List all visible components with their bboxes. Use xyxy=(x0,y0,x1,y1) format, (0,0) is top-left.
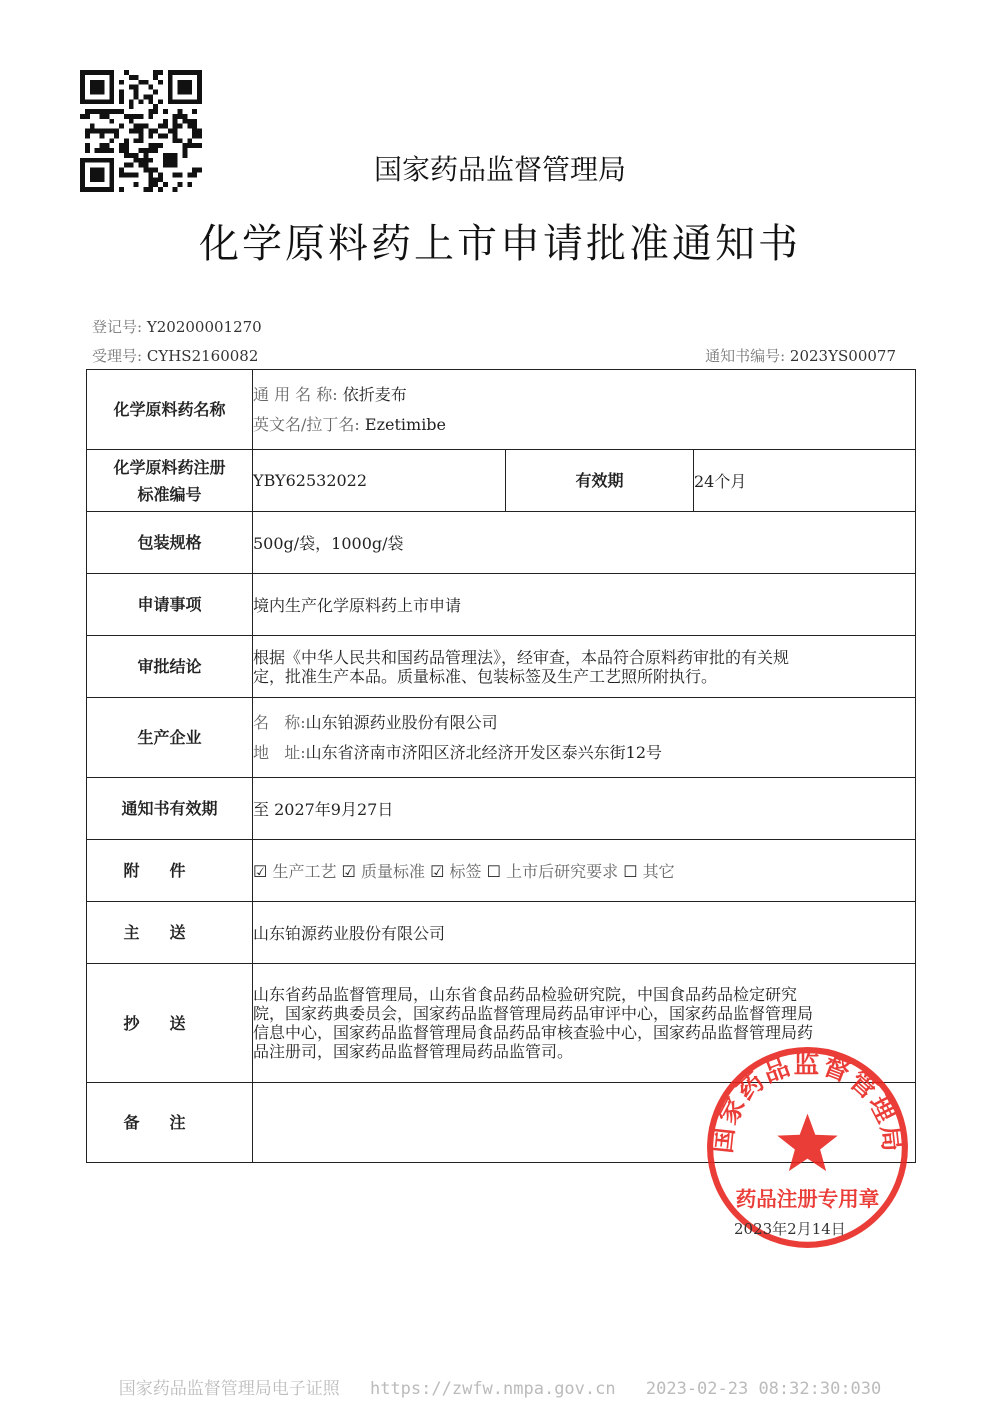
conclusion-cell xyxy=(253,636,916,698)
table-row-notice-validity xyxy=(87,778,916,840)
notice-validity-value: 至 2027年9月27日 xyxy=(253,778,916,840)
manufacturer-cell xyxy=(253,698,916,778)
registration-label: 登记号: xyxy=(92,318,143,336)
english-name-value: Ezetimibe xyxy=(364,414,447,434)
cc-line-1: 山东省药品监督管理局，山东省食品药品检验研究院，中国食品药品检定研究 xyxy=(253,985,798,1004)
attachment-item: ☑ 生产工艺 xyxy=(253,862,337,881)
notice-number-label: 通知书编号: xyxy=(705,347,786,365)
registration-value: Y20200001270 xyxy=(146,318,262,336)
checkbox-checked-icon: ☑ xyxy=(430,862,445,881)
attachments-cell xyxy=(253,840,916,902)
standard-label-line1: 化学原料药注册 xyxy=(113,457,226,477)
application-value: 境内生产化学原料药上市申请 xyxy=(253,574,916,636)
remarks-label: 备注 xyxy=(87,1083,253,1163)
common-name-label: 通 用 名 称: xyxy=(253,384,338,404)
table-row-attachments xyxy=(87,840,916,902)
english-name-label: 英文名/拉丁名: xyxy=(253,414,360,434)
validity-label: 有效期 xyxy=(506,450,694,512)
svg-text:国家药品监督管理局: 国家药品监督管理局 xyxy=(707,1049,908,1155)
attachment-item: ☐ 上市后研究要求 xyxy=(486,862,619,881)
attachment-item: ☑ 质量标准 xyxy=(341,862,425,881)
footer-issuer: 国家药品监督管理局电子证照 xyxy=(118,1379,340,1399)
table-row-manufacturer xyxy=(87,698,916,778)
packaging-value: 500g/袋，1000g/袋 xyxy=(253,512,916,574)
checkbox-checked-icon: ☑ xyxy=(341,862,356,881)
approval-table xyxy=(86,369,916,1163)
footer-url[interactable]: https://zwfw.nmpa.gov.cn xyxy=(369,1379,616,1399)
table-row-drug-name xyxy=(87,370,916,450)
application-label: 申请事项 xyxy=(87,574,253,636)
svg-text:药品注册专用章: 药品注册专用章 xyxy=(735,1186,880,1211)
main-recipient-label: 主送 xyxy=(87,902,253,964)
table-row-standard xyxy=(87,450,916,512)
acceptance-value: CYHS2160082 xyxy=(146,347,259,365)
packaging-label: 包装规格 xyxy=(87,512,253,574)
conclusion-line-2: 定，批准生产本品。质量标准、包装标签及生产工艺照所附执行。 xyxy=(253,666,718,686)
cc-line-3: 信息中心，国家药品监督管理局食品药品审核查验中心，国家药品监督管理局药 xyxy=(253,1023,814,1042)
main-recipient-value: 山东铂源药业股份有限公司 xyxy=(253,902,916,964)
common-name-value: 依折麦布 xyxy=(342,384,407,404)
notice-validity-label: 通知书有效期 xyxy=(87,778,253,840)
drug-name-cell xyxy=(253,370,916,450)
manufacturer-address-value: 山东省济南市济阳区济北经济开发区泰兴东街12号 xyxy=(305,742,663,762)
manufacturer-label: 生产企业 xyxy=(87,698,253,778)
table-row-application xyxy=(87,574,916,636)
checkbox-unchecked-icon: ☐ xyxy=(486,862,501,881)
footer-timestamp: 2023-02-23 08:32:30:030 xyxy=(645,1379,882,1399)
standard-label xyxy=(87,450,253,512)
cc-label: 抄送 xyxy=(87,964,253,1083)
cc-line-2: 院，国家药典委员会，国家药品监督管理局药品审评中心，国家药品监督管理局 xyxy=(253,1004,814,1023)
acceptance-label: 受理号: xyxy=(92,347,143,365)
seal-date: 2023年2月14日 xyxy=(734,1220,846,1238)
conclusion-label: 审批结论 xyxy=(87,636,253,698)
attachment-item: ☑ 标签 xyxy=(430,862,482,881)
registration-number xyxy=(92,316,262,337)
checkbox-checked-icon: ☑ xyxy=(253,862,268,881)
manufacturer-address-label: 地 址: xyxy=(253,742,306,762)
attachments-label: 附件 xyxy=(87,840,253,902)
document-title: 化学原料药上市申请批准通知书 xyxy=(199,221,801,267)
standard-label-line2: 标准编号 xyxy=(137,484,202,504)
acceptance-number xyxy=(92,345,258,366)
agency-name: 国家药品监督管理局 xyxy=(373,153,626,186)
table-row-packaging xyxy=(87,512,916,574)
attachment-item: ☐ 其它 xyxy=(623,862,675,881)
standard-value: YBY62532022 xyxy=(253,450,506,512)
footer xyxy=(0,1374,1000,1399)
checkbox-unchecked-icon: ☐ xyxy=(623,862,638,881)
conclusion-line-1: 根据《中华人民共和国药品管理法》，经审查，本品符合原料药审批的有关规 xyxy=(253,647,790,667)
manufacturer-name-value: 山东铂源药业股份有限公司 xyxy=(305,712,498,732)
notice-number xyxy=(705,345,896,366)
manufacturer-name-label: 名 称: xyxy=(253,712,306,732)
validity-value: 24个月 xyxy=(694,450,916,512)
notice-number-value: 2023YS00077 xyxy=(789,347,896,365)
table-row-main-recipient xyxy=(87,902,916,964)
cc-line-4: 品注册司，国家药品监督管理局药品监管司。 xyxy=(253,1042,574,1061)
table-row-conclusion xyxy=(87,636,916,698)
drug-name-label: 化学原料药名称 xyxy=(87,370,253,450)
